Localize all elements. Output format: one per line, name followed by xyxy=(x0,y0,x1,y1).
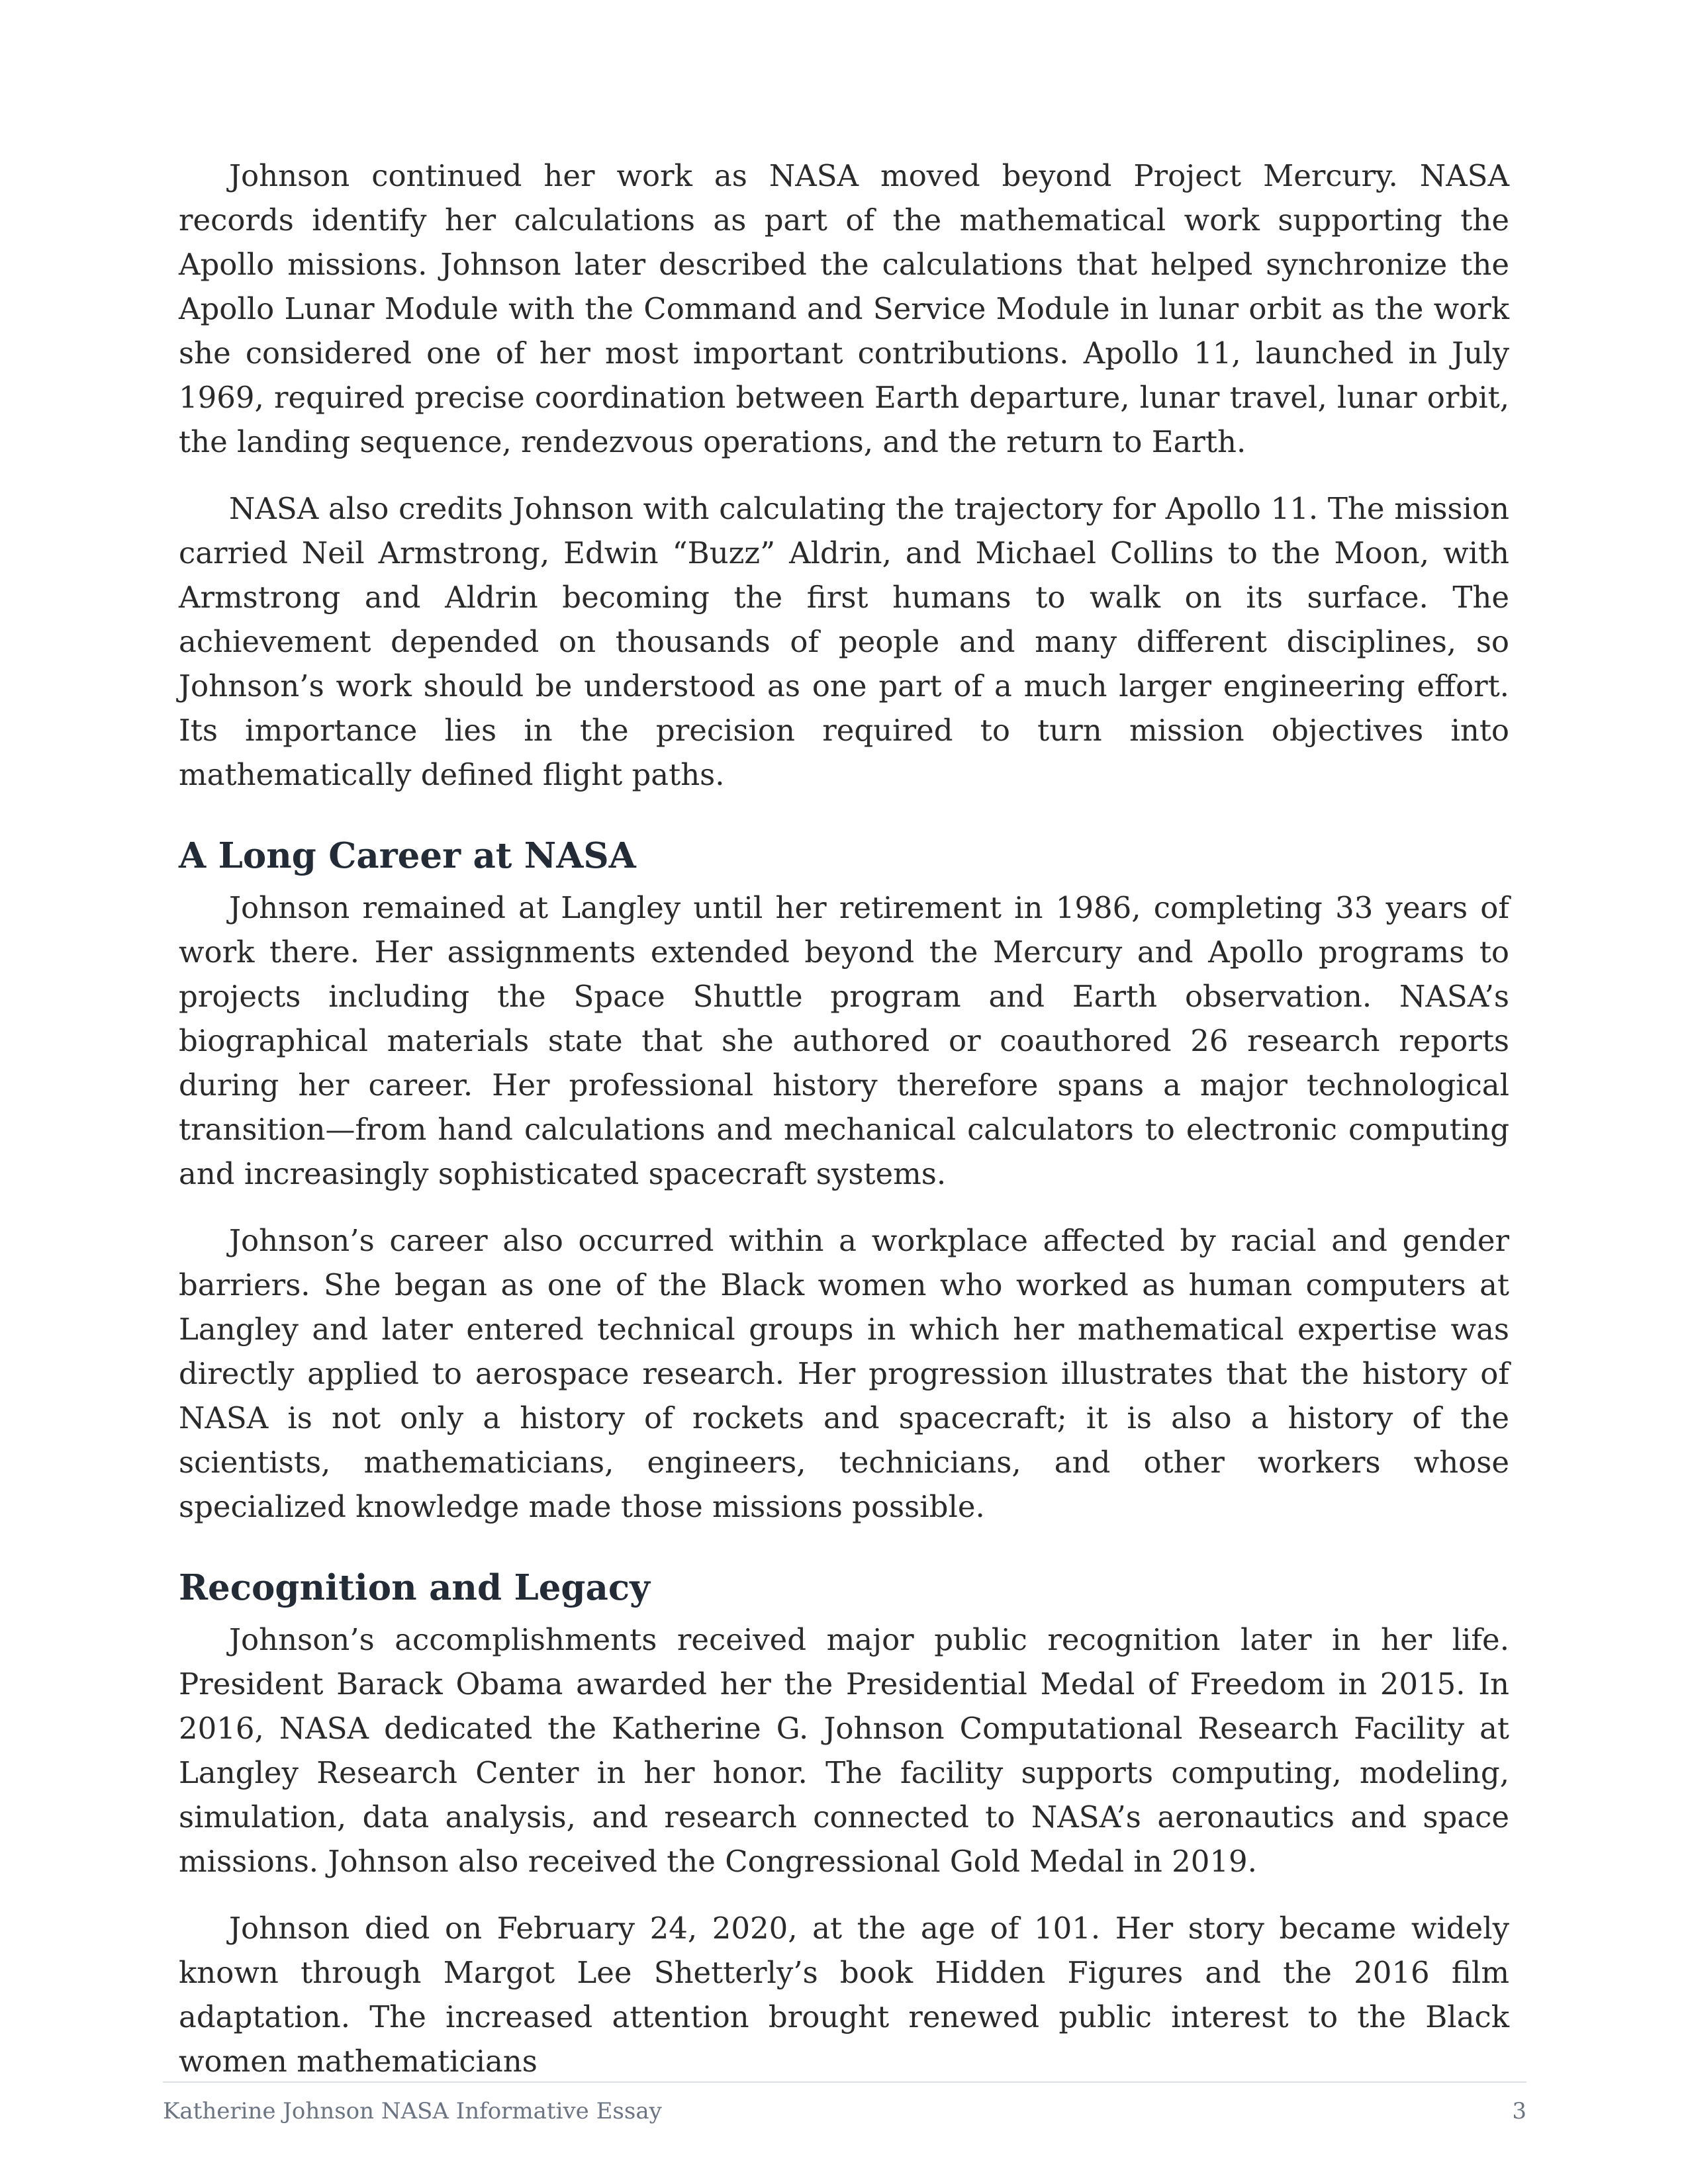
body-paragraph-langley-career: Johnson remained at Langley until her retirement in 1986, completing 33 years of work there. Her assignments extended beyond the Mercury and Apollo programs to projects including the Space Shuttle program and Earth observation. NASA’s biographical materials state that she authored or coauthored 26 research reports during her career. Her professional history therefore spans a major technological transition—from hand calculations and mechanical calculators to electronic computing and increasingly sophisticated spacecraft systems. xyxy=(179,890,1509,1191)
body-paragraph-recognition: Johnson’s accomplishments received major public recognition later in her life. President Barack Obama awarded her the Presidential Medal of Freedom in 2015. In 2016, NASA dedicated the Katherine G. Johnson Computational Research Facility at Langley Research Center in her honor. The facility supports computing, modeling, simulation, data analysis, and research connected to NASA’s aeronautics and space missions. Johnson also received the Congressional Gold Medal in 2019. xyxy=(179,1622,1509,1879)
page-body xyxy=(179,154,1509,2083)
section-heading-long-career: A Long Career at NASA xyxy=(179,835,636,876)
body-paragraph-apollo-11-trajectory: NASA also credits Johnson with calculating the trajectory for Apollo 11. The mission carried Neil Armstrong, Edwin “Buzz” Aldrin, and Michael Collins to the Moon, with Armstrong and Aldrin becoming the first humans to walk on its surface. The achievement depended on thousands of people and many different disciplines, so Johnson’s work should be understood as one part of a much larger engineering effort. Its importance lies in the precision required to turn mission objectives into mathematically defined flight paths. xyxy=(179,491,1509,792)
section-heading-recognition-legacy: Recognition and Legacy xyxy=(179,1567,650,1608)
footer-document-title: Katherine Johnson NASA Informative Essay xyxy=(163,2098,662,2124)
body-paragraph-workplace-barriers: Johnson’s career also occurred within a workplace affected by racial and gender barriers. She began as one of the Black women who worked as human computers at Langley and later entered technical groups in which her mathematical expertise was directly applied to aerospace research. Her progression illustrates that the history of NASA is not only a history of rockets and spacecraft; it is also a history of the scientists, mathematicians, engineers, technicians, and other workers whose specialized knowledge made those missions possible. xyxy=(179,1223,1509,1524)
body-paragraph-hidden-figures: Johnson died on February 24, 2020, at the age of 101. Her story became widely known through Margot Lee Shetterly’s book Hidden Figures and the 2016 film adaptation. The increased attention brought renewed public interest to the Black women mathematicians xyxy=(179,1911,1509,2079)
body-paragraph-apollo-work: Johnson continued her work as NASA moved beyond Project Mercury. NASA records identify her calculations as part of the mathematical work supporting the Apollo missions. Johnson later described the calculations that helped synchronize the Apollo Lunar Module with the Command and Service Module in lunar orbit as the work she considered one of her most important contributions. Apollo 11, launched in July 1969, required precise coordination between Earth departure, lunar travel, lunar orbit, the landing sequence, rendezvous operations, and the return to Earth. xyxy=(179,158,1509,459)
footer-page-number: 3 xyxy=(1512,2098,1526,2124)
footer-divider xyxy=(163,2081,1526,2083)
